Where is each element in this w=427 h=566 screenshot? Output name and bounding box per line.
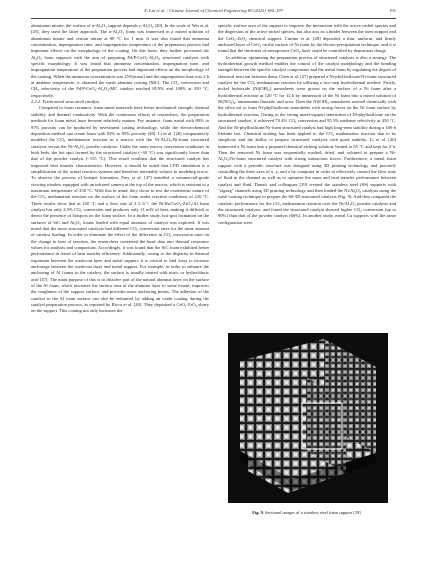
figure-caption: [218, 510, 396, 516]
section-heading: 2.2.2. Foam metal structured catalyst: [31, 99, 100, 105]
figure-image: [228, 333, 388, 503]
left-paragraph-2: Compared to foam ceramics, foam metal materials have better mechanical strength, thermal stability, and thermal conductivity. With the continuous efforts of researchers, the preparation methods for foam metal have become relatively mature. For instance, foam metal with 80% to 97% porosity can be produced by investment casting technology, while the electrochemical deposition method can create foam with 92% to 95% porosity [46]. Li et al. [26] comparatively modeled the CO₂ methanation reaction in a reactor with the Ni-Al₂O₃/Ni-foam structured catalysts versus the Ni-Al₂O₃ powder catalysts. Under the same reactor conversion conditions in both beds, the hot spot formed by the structured catalyst (~30 °C) was significantly lower than that of the powder catalyst (~155 °C). This result confirms that the structured catalyst has improved heat transfer characteristics. However, it should be noted that CFD simulation is a simplification of the actual reaction systems and therefore inevitably subject to modeling errors. To observe the process of hotspot formation, Frey et al. [47] installed a commercial-grade viewing window equipped with an infrared camera at the top of the reactor, which is resistant to a maximum temperature of 250 °C. With this in mind, they chose to test the exothermic nature of the CO₂ methanation reaction on the surface of the foam under reaction conditions of 220 °C. These results show that at 220 °C and a flow rate of 2 L·h⁻¹, the Ni-Ru/CeO₂-ZrO₂/Al foam catalyst has only 2.3% CO₂ conversion and produces only 11 mW of heat, making it difficult to detect the presence of hotspots on the foam surface. In a further study, hot spot formation on the surfaces of SiC and Al₂O₃ foams loaded with equal amounts of catalyst was explored. It was noted that the more structured catalysts had different CO₂ conversion rates for the same amount of catalyst loading. In order to eliminate the effect of the difference in CO₂ conversion rates on the change in heat of reaction, the researchers converted the bead data into thermal resistance values for analysis and comparison. Accordingly, it was found that the SiC foam exhibited better performance in terms of heat transfer efficiency. Additionally, owing to the disparity in thermal expansion between the washcoat layer and metal support, it is critical to find ways to increase anchorage between the washcoat layer and metal support. For example, in order to enhance the anchoring of Al foams to the catalyst, the surface is usually treated with nitric or hydrochloric acid [47]. The main purpose of this is to dissolve part of the natural alumina layer on the surface of the Al foam, which increases the surface area of the alumina layer to some extent, improves the roughness of the support surface, and provides more anchoring points. The adhesion of the catalyst to the Al foam surface can also be enhanced by adding an oxide coating during the catalyst preparation process, as reported by Ricca et al. [20]. They deposited a CeO₂-ZrO₂ slurry on the support. This coating not only increases the: [31, 105, 209, 314]
right-paragraph-1: specific surface area of the support to improve the interaction with the active nickel species and the dispersion of the active nickel species, but also acts as a binder between the inert support and the CeO₂-ZrO₂ chemical support. Cimino et al. [28] deposited a thin, uniform, and firmly anchored layer of CeO₂ on the surface of Ni foam by the electro-precipitation technique, and it is found that the thickness of mesoporous CeO₂ layer could be controlled by deposition charge.: [218, 23, 396, 54]
left-paragraph-1: aluminium nitrate, the surface of α-Al₂O₃ support depends γ-Al₂O₃ [40]. In the work of Wei et al. [45], they used the latter approach. The α-Al₂O₃ foam was immersed in a mixed solution of aluminium nitrate and cerium nitrate at 80 °C for 1 min. It was also found that ammonia concentration, impregnation time, and impregnation temperature of the preparation process had important effects on the morphology of the coating. On this basis, they further processed the Al₂O₃ foam supports with the aim of preparing Pd/P-CeO₂-Al₂O₃ structured catalysts with specific morphology. It was found that ammonia concentration, impregnation time, and impregnation temperature of the preparation process had important effects on the morphology of the coating. When the ammonia concentration was 25%(mass) and the impregnation time was 2 h at ambient temperature, it obtained the mesh alumina coating (MC). The CO₂ conversion and CH₄ selectivity of the Pd/P-CeO₂-Al₂O₃-MC catalyst reached 85.9% and 100% at 350 °C, respectively.: [31, 23, 209, 98]
right-paragraph-2: In addition, optimizing the preparation process of structured catalysts is also a strategy. The hydrothermal growth method enables the control of the catalyst morphology and the bonding strength between the specific catalyst components and the metal foam by regulating the degree of chemical reaction between them. Chen et al. [27] prepared a Ni-phyllosilicate/Ni-foam structured catalyst for the CO₂ methanation reaction by utilizing a two-step hydrothermal method. Firstly, nickel hydroxide (Ni(OH)₂) nanosheets were grown on the surface of a Ni foam after a hydrothermal reaction at 120 °C for 12 h by immersion of the Ni foam into a mixed solution of Ni(NO₃)₂, ammonium fluoride, and urea. Then the Ni(OH)₂ nanosheets reacted chemically with the silica sol to form Ni-phyllosilicate nanosheets with strong forces on the Ni foam surface by hydrothermal reaction. Owing to the strong metal-support interaction of Ni-phyllosilicate on the structured catalyst, it achieved 70.4% CO₂ conversion and 95.5% methane selectivity at 450 °C. And the Ni-phyllosilicate/Ni-foam structured catalyst had high long-term stability during a 100-h lifetime test. Chemical etching has been applied to the CO₂ methanation reaction due to its simplicity and the ability to prepare structured catalysts with good stability. Li et al. [26] immersed a Ni foam into a prepared chemical etching solution, heated to 65 °C and kept for 2 h. Then the removed Ni foam was sequentially washed, dried, and calcined to prepare a Ni-Al₂O₃/Ni-foam structured catalyst with strong interaction forces. Furthermore, a metal foam support with a periodic structure was designed using 3D printing technology and precisely controlling the three axes of x, y, and z by computer in order to effectively control the flow state of fluid in the channel as well as to optimize the mass and heat transfer performance between catalyst and fluid. Danaci and colleagues [29] created the stainless steel (SS) supports with "zigzag" channels using 3D printing technology and then loaded the Ni/Al₂O₃ catalysts using the wash-coating technique to prepare the SS-3D structured catalysts (Fig. 9). And they compared the catalytic performance for the CO₂ methanation reaction over the Ni/Al₂O₃ powder catalysts and the structured catalysts, and found the structured catalyst showed higher CO₂ conversion (up to 90%) than that of the powder catalyst (66%). In another study, metal Cu supports with the same configuration were: [218, 54, 396, 225]
page-number: 191: [389, 8, 396, 13]
header-rule: [31, 18, 396, 19]
stainless-steel-foam-image: [228, 333, 388, 503]
left-column: [31, 23, 209, 543]
figure-caption-text: Sectional images of a stainless steel foam support [29].: [265, 510, 362, 515]
running-header: [31, 8, 396, 18]
running-title: X. Liu et al. / Chinese Journal of Chemical Engineering 80 (2025) 184–197: [143, 8, 284, 13]
figure-label: Fig. 9.: [252, 510, 264, 515]
right-column: [218, 23, 396, 323]
